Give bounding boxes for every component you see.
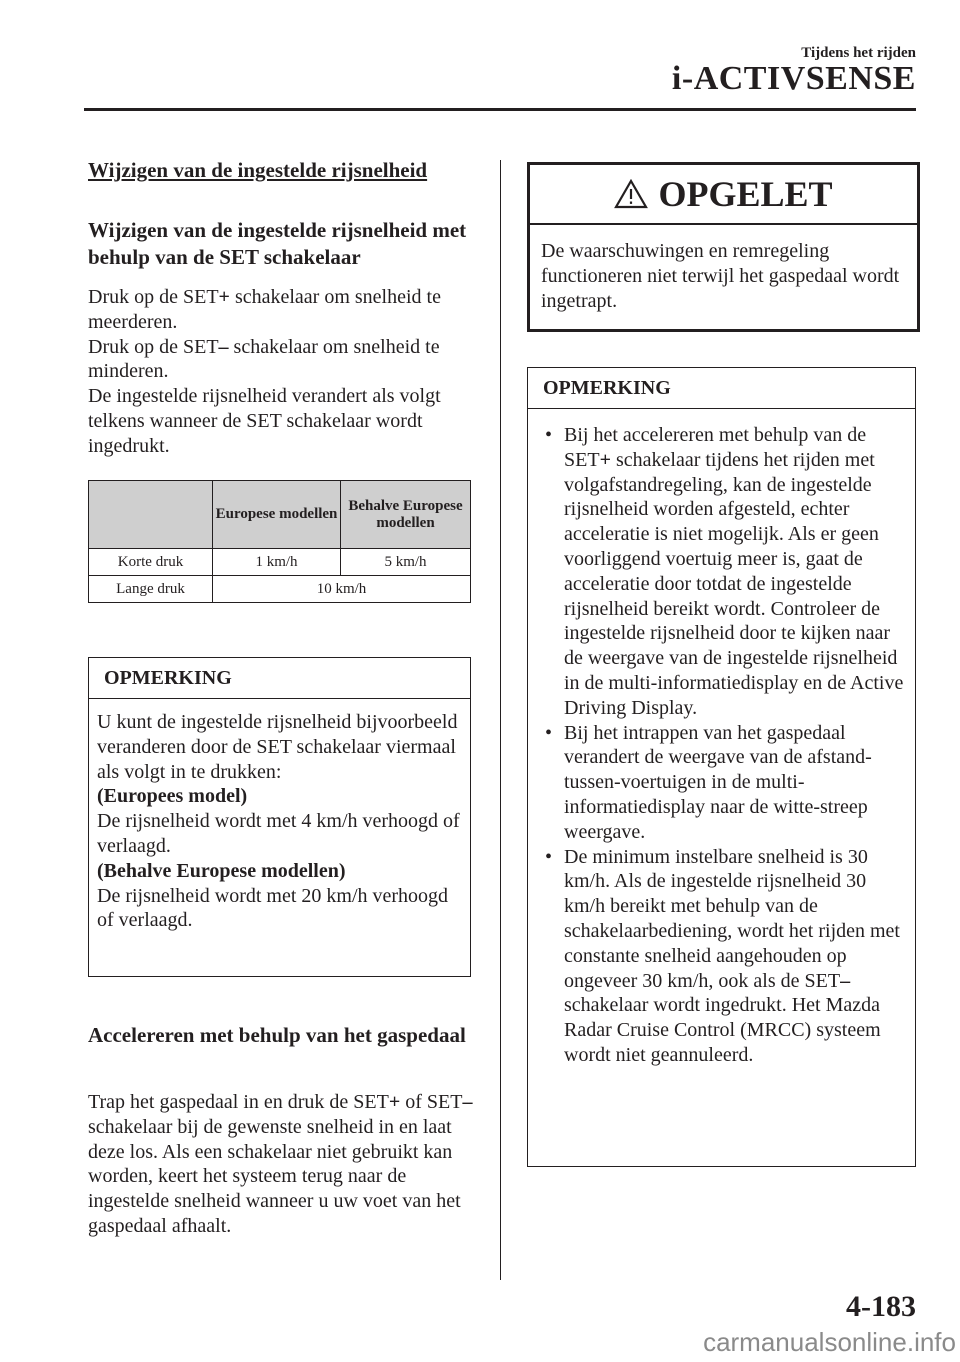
page-number: 4-183	[846, 1290, 916, 1323]
paragraph-change: De ingestelde rijsnelheid verandert als volgt telkens wanneer de SET schakelaar wordt ingedrukt.	[88, 385, 441, 457]
note-box-right	[527, 367, 916, 1167]
note-label-european: (Europees model)	[97, 785, 248, 808]
set-switch-instructions	[88, 285, 478, 459]
note-text-european: De rijsnelheid wordt met 4 km/h verhoogd of verlaagd.	[97, 810, 460, 857]
note-intro: U kunt de ingestelde rijsnelheid bijvoorbeeld veranderen door de SET schakelaar viermaal als volgt in te drukken:	[97, 711, 458, 783]
caution-text: De waarschuwingen en remregeling functioneren niet terwijl het gaspedaal wordt ingetrapt.	[541, 240, 900, 312]
section-heading: Wijzigen van de ingestelde rijsnelheid	[88, 158, 428, 182]
list-item: • De minimum instelbare snelheid is 30 km/h. Als de ingestelde rijsnelheid 30 km/h bereikt met behulp van de schakelaarbediening, wordt het rijden met constante snelheid aangehouden op ongeveer 30 km/h, ook als de SET– schakelaar wordt ingedrukt. Het Mazda Radar Cruise Control (MRCC) systeem wordt niet geannuleerd.	[536, 845, 907, 1068]
note-box-left	[88, 657, 471, 977]
plus-icon: +	[388, 1091, 401, 1113]
speed-increment-table	[88, 480, 471, 603]
table-cell: 5 km/h	[341, 549, 471, 576]
note-text-non-european: De rijsnelheid wordt met 20 km/h verhoogd of verlaagd.	[97, 884, 449, 932]
minus-icon: –	[218, 335, 229, 358]
table-header-empty	[89, 481, 213, 549]
caution-header	[530, 165, 917, 225]
caution-title: OPGELET	[658, 174, 833, 214]
note-body	[89, 699, 470, 943]
table-header-non-european: Behalve Europese modellen	[341, 481, 471, 549]
list-item: • Bij het intrappen van het gaspedaal verandert de weergave van de afstand-tussen-voertuigen in de multi-informatiedisplay naar de witte-streep weergave.	[536, 721, 907, 845]
accelerator-instructions: Trap het gaspedaal in en druk de SET+ of SET– schakelaar bij de gewenste snelheid in en laat deze los. Als een schakelaar niet gebruikt kan worden, keert het systeem terug naar de ingestelde snelheid wanneer u uw voet van het gaspedaal afhaalt.	[88, 1091, 473, 1237]
subheading-set-switch: Wijzigen van de ingestelde rijsnelheid met behulp van de SET schakelaar	[88, 218, 467, 269]
table-cell: Lange druk	[89, 576, 213, 603]
note-body	[528, 409, 915, 1078]
chapter-title: i-ACTIVSENSE	[671, 60, 916, 97]
header-rule	[84, 108, 916, 111]
minus-icon: –	[840, 969, 851, 992]
section-label: Tijdens het rijden	[801, 45, 916, 61]
table-header-row	[89, 481, 471, 549]
table-cell: Korte druk	[89, 549, 213, 576]
minus-icon: –	[462, 1091, 473, 1113]
plus-icon: +	[218, 286, 230, 308]
note-title: OPMERKING	[89, 658, 470, 699]
paragraph-decrease: Druk op de SET– schakelaar om snelheid te minderen.	[88, 335, 440, 383]
column-divider	[500, 160, 501, 1280]
table-row	[89, 549, 471, 576]
table-header-european: Europese modellen	[213, 481, 341, 549]
note-bullet-list	[536, 423, 907, 1068]
table-cell: 10 km/h	[213, 576, 471, 603]
subheading-accelerator: Accelereren met behulp van het gaspedaal	[88, 1023, 466, 1047]
paragraph-increase: Druk op de SET+ schakelaar om snelheid te meerderen.	[88, 286, 441, 333]
warning-triangle-icon	[614, 179, 648, 209]
caution-box	[527, 162, 920, 332]
note-title: OPMERKING	[528, 368, 915, 409]
table-row	[89, 576, 471, 603]
table-cell: 1 km/h	[213, 549, 341, 576]
list-item: • Bij het accelereren met behulp van de SET+ schakelaar tijdens het rijden met volgafstandregeling, kan de ingestelde rijsnelheid worden afgesteld, echter acceleratie is niet mogelijk. Als er geen voorliggend voertuig meer is, gaat de acceleratie door totdat de ingestelde rijsnelheid bereikt wordt. Controleer de ingestelde rijsnelheid door te kijken naar de weergave van de ingestelde rijsnelheid in de multi-informatiedisplay en de Active Driving Display.	[536, 423, 907, 721]
note-label-non-european: (Behalve Europese modellen)	[97, 859, 346, 882]
watermark: carmanualsonline.info	[703, 1327, 956, 1357]
plus-icon: +	[599, 448, 611, 471]
